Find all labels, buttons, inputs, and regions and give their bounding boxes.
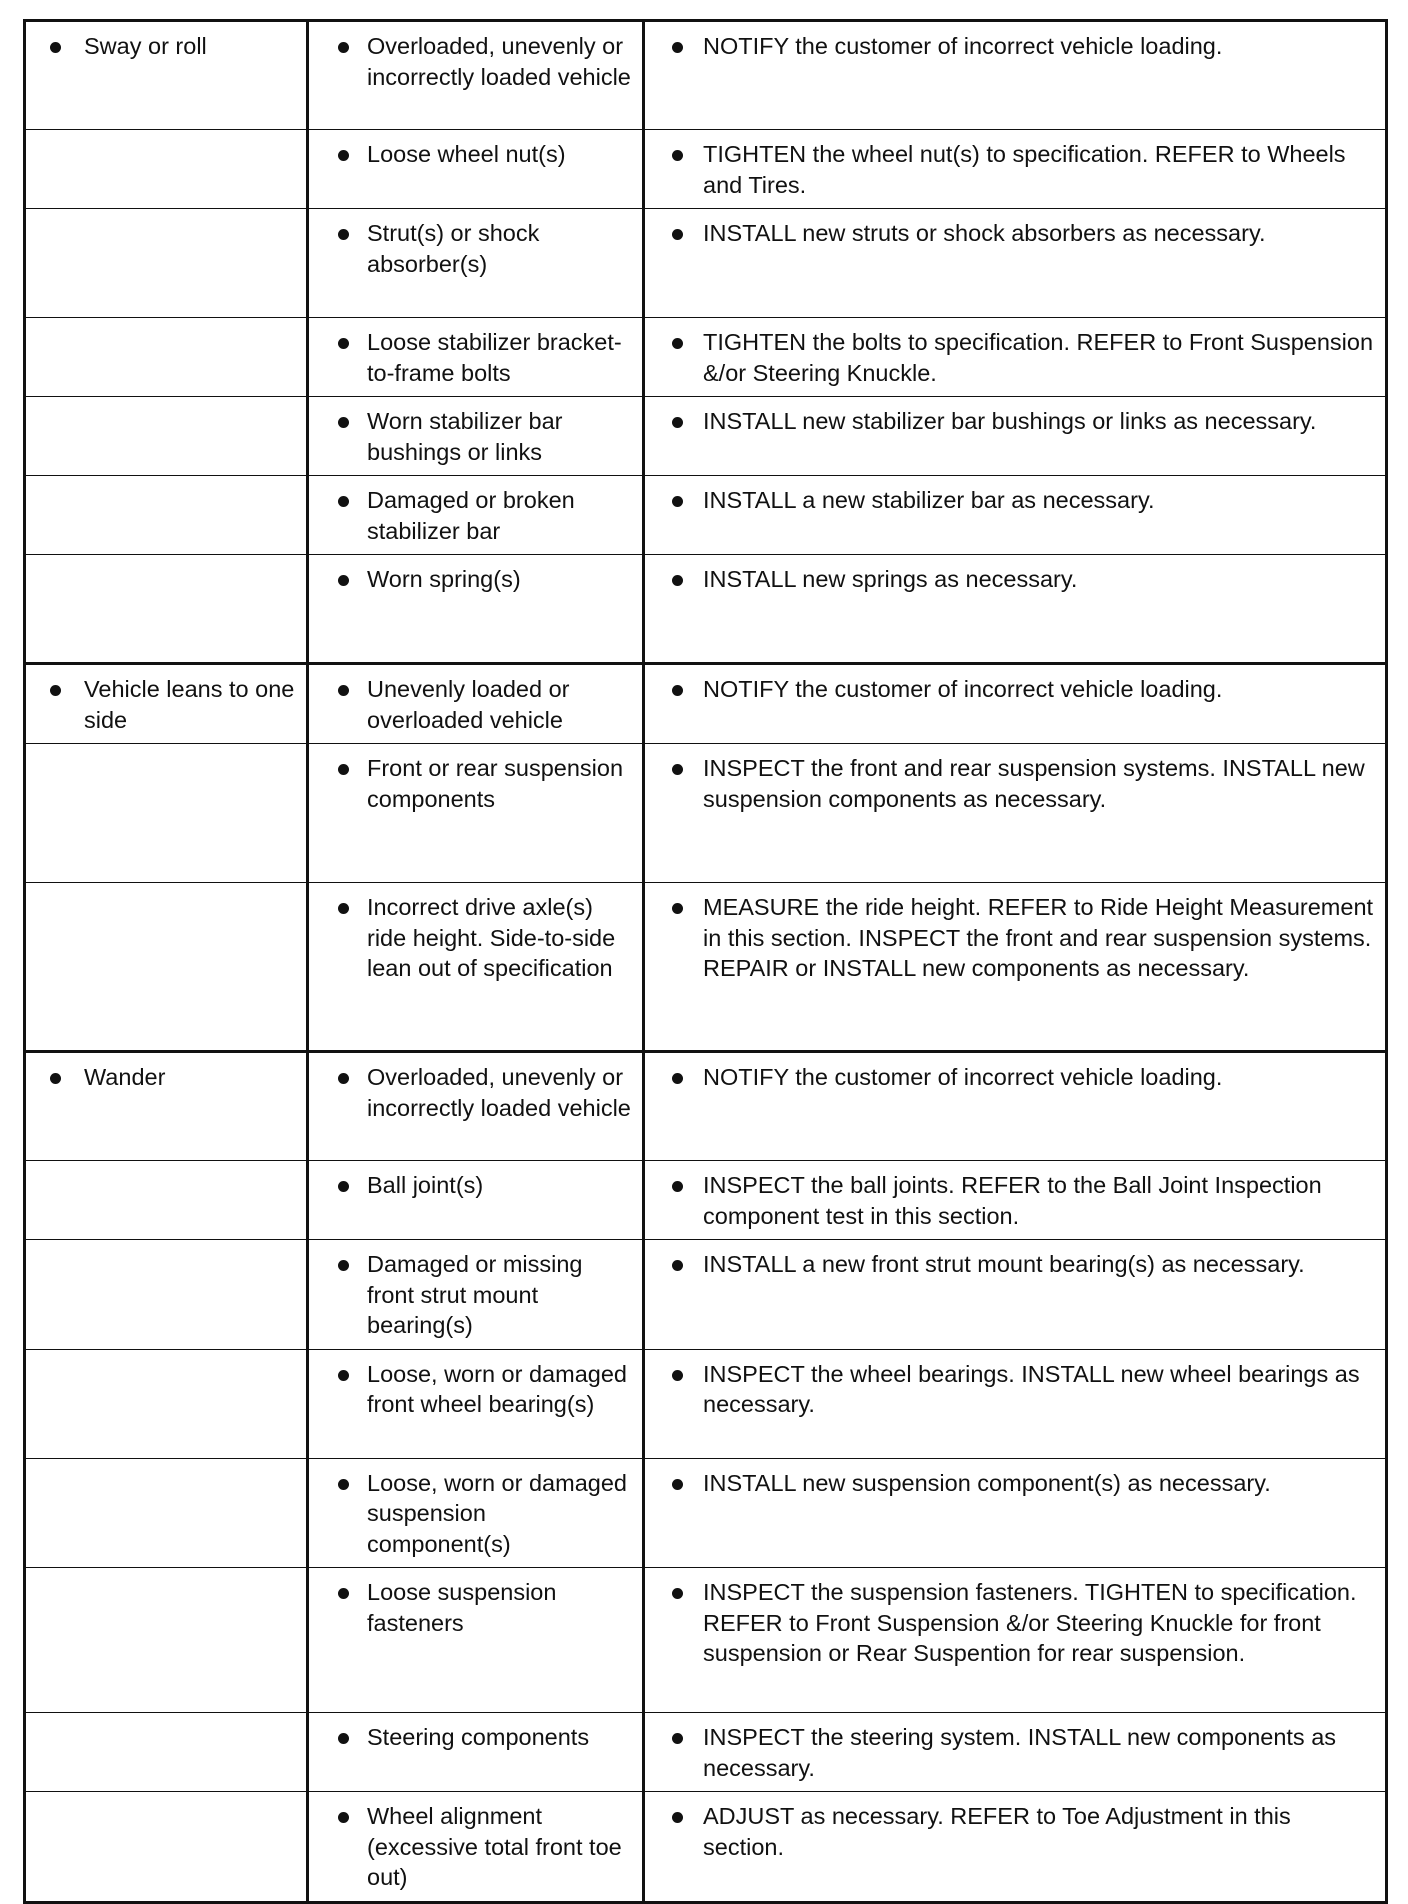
bullet-icon bbox=[672, 1812, 683, 1823]
bullet-icon bbox=[338, 229, 349, 240]
action-text: INSPECT the wheel bearings. INSTALL new wheel bearings as necessary. bbox=[703, 1360, 1360, 1417]
bullet-icon bbox=[338, 764, 349, 775]
action-text: ADJUST as necessary. REFER to Toe Adjustment in this section. bbox=[703, 1803, 1291, 1860]
bullet-icon bbox=[672, 903, 683, 914]
bullet-icon bbox=[50, 1073, 61, 1084]
action-cell bbox=[644, 1052, 1387, 1161]
action-cell bbox=[644, 1161, 1387, 1240]
bullet-icon bbox=[672, 417, 683, 428]
bullet-icon bbox=[672, 1073, 683, 1084]
action-text: INSTALL new struts or shock absorbers as necessary. bbox=[703, 220, 1266, 246]
condition-cell bbox=[25, 1713, 308, 1792]
action-text: INSPECT the ball joints. REFER to the Ball Joint Inspection component test in this section. bbox=[703, 1172, 1322, 1229]
bullet-icon bbox=[338, 42, 349, 53]
action-cell bbox=[644, 744, 1387, 883]
bullet-icon bbox=[338, 150, 349, 161]
cause-text: Incorrect drive axle(s) ride height. Side-to-side lean out of specification bbox=[367, 894, 616, 981]
bullet-icon bbox=[50, 685, 61, 696]
action-cell bbox=[644, 397, 1387, 476]
action-text: INSTALL new suspension component(s) as necessary. bbox=[703, 1469, 1271, 1496]
table-row bbox=[25, 1240, 1387, 1350]
condition-cell bbox=[25, 1161, 308, 1240]
condition-cell bbox=[25, 476, 308, 555]
bullet-icon bbox=[338, 1588, 349, 1599]
bullet-icon bbox=[672, 229, 683, 240]
condition-cell bbox=[25, 130, 308, 209]
action-cell bbox=[644, 476, 1387, 555]
bullet-icon bbox=[338, 685, 349, 696]
condition-cell bbox=[25, 555, 308, 664]
table-row bbox=[25, 209, 1387, 318]
cause-cell bbox=[308, 1240, 644, 1350]
action-cell bbox=[644, 21, 1387, 130]
bullet-icon bbox=[338, 903, 349, 914]
cause-text: Unevenly loaded or overloaded vehicle bbox=[367, 676, 570, 733]
table-row bbox=[25, 664, 1387, 744]
cause-text: Wheel alignment (excessive total front toe out) bbox=[367, 1803, 622, 1890]
condition-cell bbox=[25, 1052, 308, 1161]
bullet-icon bbox=[672, 1260, 683, 1271]
cause-cell bbox=[308, 21, 644, 130]
action-text: TIGHTEN the bolts to specification. REFER to Front Suspension &/or Steering Knuckle. bbox=[703, 329, 1374, 386]
table-row bbox=[25, 744, 1387, 883]
table-row bbox=[25, 1713, 1387, 1792]
cause-text: Overloaded, unevenly or incorrectly loaded vehicle bbox=[367, 1064, 631, 1121]
condition-cell bbox=[25, 1349, 308, 1458]
bullet-icon bbox=[338, 1370, 349, 1381]
cause-text: Loose, worn or damaged suspension component(s) bbox=[367, 1469, 627, 1557]
cause-text: Loose suspension fasteners bbox=[367, 1579, 557, 1636]
bullet-icon bbox=[338, 1812, 349, 1823]
table-row bbox=[25, 318, 1387, 397]
cause-text: Loose wheel nut(s) bbox=[367, 141, 566, 167]
condition-text: Vehicle leans to one side bbox=[84, 676, 295, 733]
table-row bbox=[25, 397, 1387, 476]
bullet-icon bbox=[672, 1588, 683, 1599]
action-text: NOTIFY the customer of incorrect vehicle loading. bbox=[703, 33, 1223, 59]
action-text: MEASURE the ride height. REFER to Ride Height Measurement in this section. INSPECT the front and rear suspension systems. REPAIR or INSTALL new components as necessary. bbox=[703, 894, 1374, 981]
action-text: INSTALL new stabilizer bar bushings or links as necessary. bbox=[703, 408, 1317, 434]
bullet-icon bbox=[338, 338, 349, 349]
cause-text: Strut(s) or shock absorber(s) bbox=[367, 220, 540, 277]
table-row bbox=[25, 555, 1387, 664]
cause-cell bbox=[308, 318, 644, 397]
bullet-icon bbox=[672, 764, 683, 775]
action-cell bbox=[644, 664, 1387, 744]
condition-cell bbox=[25, 318, 308, 397]
condition-cell bbox=[25, 397, 308, 476]
condition-cell bbox=[25, 1792, 308, 1903]
bullet-icon bbox=[338, 496, 349, 507]
action-text: INSPECT the suspension fasteners. TIGHTEN to specification. REFER to Front Suspension &/or Steering Knuckle for front suspension or Rear Suspention for rear suspension. bbox=[703, 1579, 1357, 1666]
table-row bbox=[25, 1052, 1387, 1161]
cause-text: Steering components bbox=[367, 1724, 590, 1750]
condition-text: Sway or roll bbox=[84, 33, 207, 59]
cause-text: Damaged or broken stabilizer bar bbox=[367, 487, 575, 544]
action-cell bbox=[644, 1568, 1387, 1713]
table-row bbox=[25, 21, 1387, 130]
cause-text: Overloaded, unevenly or incorrectly loaded vehicle bbox=[367, 33, 631, 90]
bullet-icon bbox=[672, 1479, 683, 1490]
action-text: TIGHTEN the wheel nut(s) to specification. REFER to Wheels and Tires. bbox=[703, 141, 1346, 198]
cause-cell bbox=[308, 476, 644, 555]
cause-text: Ball joint(s) bbox=[367, 1172, 484, 1198]
bullet-icon bbox=[672, 1181, 683, 1192]
action-cell bbox=[644, 318, 1387, 397]
action-cell bbox=[644, 883, 1387, 1052]
cause-cell bbox=[308, 1458, 644, 1568]
bullet-icon bbox=[672, 575, 683, 586]
action-cell bbox=[644, 209, 1387, 318]
table-row bbox=[25, 1792, 1387, 1903]
cause-cell bbox=[308, 1161, 644, 1240]
action-cell bbox=[644, 1792, 1387, 1903]
condition-cell bbox=[25, 21, 308, 130]
bullet-icon bbox=[338, 1181, 349, 1192]
action-text: INSTALL new springs as necessary. bbox=[703, 566, 1078, 592]
bullet-icon bbox=[672, 150, 683, 161]
cause-text: Loose stabilizer bracket-to-frame bolts bbox=[367, 329, 622, 386]
bullet-icon bbox=[672, 685, 683, 696]
table-row bbox=[25, 1349, 1387, 1458]
cause-cell bbox=[308, 1349, 644, 1458]
cause-text: Worn stabilizer bar bushings or links bbox=[367, 408, 563, 465]
cause-text: Worn spring(s) bbox=[367, 566, 521, 592]
cause-cell bbox=[308, 1713, 644, 1792]
bullet-icon bbox=[338, 1260, 349, 1271]
table-row bbox=[25, 1161, 1387, 1240]
bullet-icon bbox=[672, 338, 683, 349]
table-row bbox=[25, 1458, 1387, 1568]
cause-text: Front or rear suspension components bbox=[367, 755, 624, 812]
action-text: INSTALL a new front strut mount bearing(s) as necessary. bbox=[703, 1251, 1305, 1277]
action-text: NOTIFY the customer of incorrect vehicle loading. bbox=[703, 1064, 1223, 1090]
action-cell bbox=[644, 1713, 1387, 1792]
table-row bbox=[25, 476, 1387, 555]
action-text: INSTALL a new stabilizer bar as necessary. bbox=[703, 487, 1155, 513]
condition-text: Wander bbox=[84, 1064, 166, 1090]
bullet-icon bbox=[338, 1733, 349, 1744]
condition-cell bbox=[25, 883, 308, 1052]
cause-text: Loose, worn or damaged front wheel bearing(s) bbox=[367, 1360, 627, 1417]
condition-cell bbox=[25, 744, 308, 883]
bullet-icon bbox=[672, 496, 683, 507]
condition-cell bbox=[25, 209, 308, 318]
cause-cell bbox=[308, 664, 644, 744]
bullet-icon bbox=[50, 42, 61, 53]
cause-cell bbox=[308, 1052, 644, 1161]
cause-cell bbox=[308, 397, 644, 476]
action-text: INSPECT the front and rear suspension systems. INSTALL new suspension components as necessary. bbox=[703, 755, 1365, 812]
table-row bbox=[25, 883, 1387, 1052]
cause-cell bbox=[308, 1568, 644, 1713]
bullet-icon bbox=[338, 417, 349, 428]
condition-cell bbox=[25, 1568, 308, 1713]
cause-cell bbox=[308, 555, 644, 664]
cause-text: Damaged or missing front strut mount bearing(s) bbox=[367, 1251, 583, 1338]
diagnosis-table bbox=[23, 19, 1388, 1904]
bullet-icon bbox=[338, 1479, 349, 1490]
cause-cell bbox=[308, 1792, 644, 1903]
action-cell bbox=[644, 1458, 1387, 1568]
action-cell bbox=[644, 1349, 1387, 1458]
condition-cell bbox=[25, 664, 308, 744]
cause-cell bbox=[308, 883, 644, 1052]
cause-cell bbox=[308, 130, 644, 209]
action-cell bbox=[644, 1240, 1387, 1350]
table-row bbox=[25, 1568, 1387, 1713]
action-cell bbox=[644, 555, 1387, 664]
table-row bbox=[25, 130, 1387, 209]
action-text: NOTIFY the customer of incorrect vehicle loading. bbox=[703, 676, 1223, 702]
action-cell bbox=[644, 130, 1387, 209]
cause-cell bbox=[308, 744, 644, 883]
bullet-icon bbox=[672, 1370, 683, 1381]
bullet-icon bbox=[672, 42, 683, 53]
action-text: INSPECT the steering system. INSTALL new components as necessary. bbox=[703, 1724, 1337, 1781]
bullet-icon bbox=[338, 1073, 349, 1084]
bullet-icon bbox=[672, 1733, 683, 1744]
bullet-icon bbox=[338, 575, 349, 586]
condition-cell bbox=[25, 1458, 308, 1568]
condition-cell bbox=[25, 1240, 308, 1350]
cause-cell bbox=[308, 209, 644, 318]
